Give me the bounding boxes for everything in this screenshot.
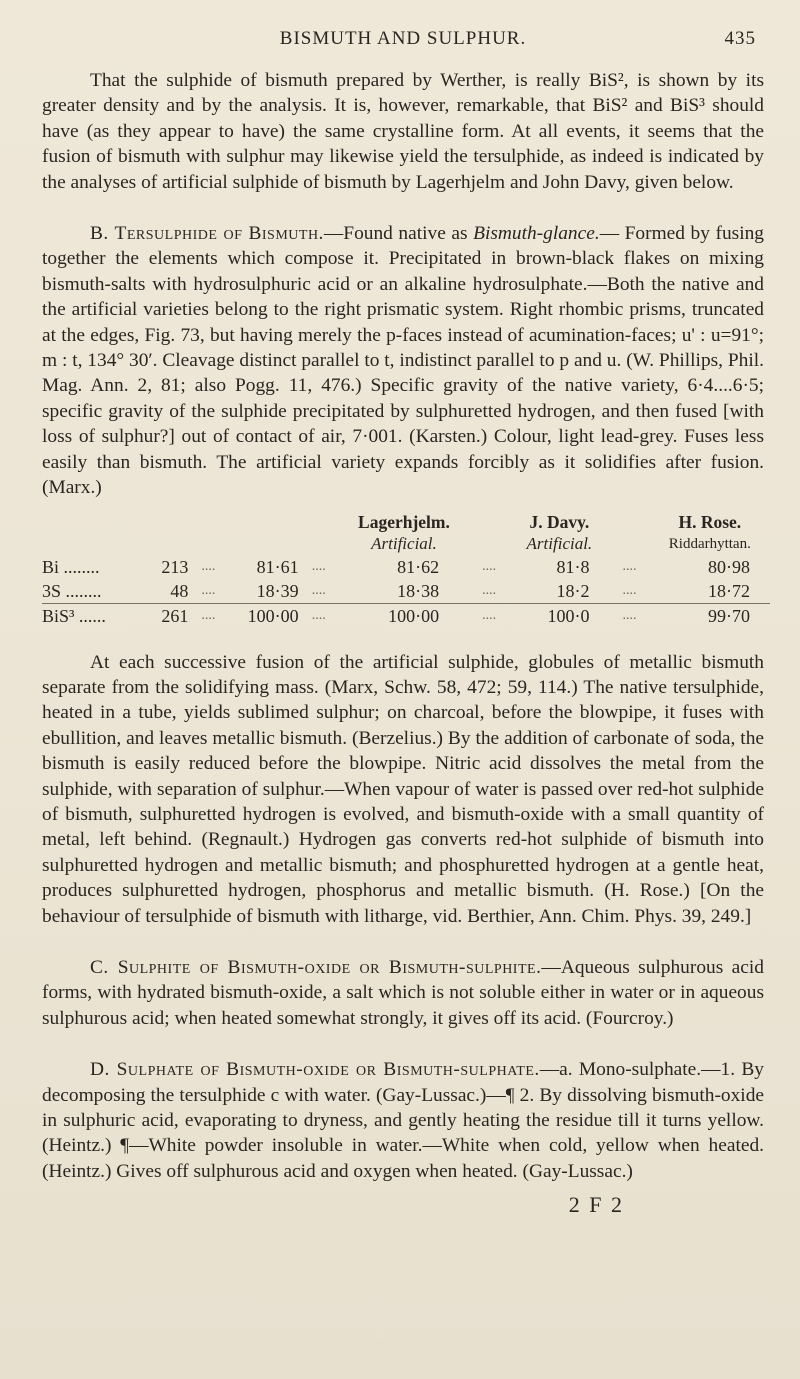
paragraph-sulphite: [42, 955, 764, 1031]
paragraph-sulphate: [42, 1057, 764, 1184]
cell-element: BiS³ ......: [42, 603, 138, 628]
cell-dots: ....: [299, 603, 339, 628]
paragraph-tersulphide: [42, 221, 764, 500]
table-row-total: [42, 603, 770, 628]
section-b-text-2: — Formed by fusing together the elements which compose it. Precipitated in brown-black flakes on mixing bismuth-salts with hydrosulphuric acid or an alkaline hydrosulphate.—Both the native and the artificial varieties belong to the right prismatic system. Right rhombic prisms, truncated at the edges, Fig. 73, but having merely the p-faces instead of acumination-faces; u' : u=91°; m : t, 134° 30′. Cleavage distinct parallel to t, indistinct parallel to p and u. (W. Phillips, Phil. Mag. Ann. 2, 81; also Pogg. 11, 476.) Specific gravity of the native variety, 6·4....6·5; specific gravity of the sulphide precipitated by sulphuretted hydrogen, and then fused [with loss of sulphur?] out of contact of air, 7·001. (Karsten.) Colour, light lead-grey. Fuses less easily than bismuth. The artificial variety expands forcibly as it solidifies after fusion. (Marx.): [42, 223, 764, 499]
cell-rose: 80·98: [708, 556, 750, 577]
page-number: 435: [724, 28, 756, 49]
subheader-lagerhjelm: Artificial.: [371, 533, 437, 553]
header-rose: H. Rose.: [678, 511, 742, 532]
running-head: [42, 28, 764, 68]
subheader-rose: Riddarhyttan.: [668, 535, 751, 552]
cell-dots: ....: [311, 582, 326, 598]
cell-davy: 81·8: [556, 556, 590, 577]
cell-davy: 100·0: [509, 603, 609, 628]
section-c-text: —Aqueous sulphurous acid forms, with hydrated bismuth-oxide, a salt which is not soluble either in water or in aqueous sulphurous acid; when heated somewhat strongly, it gives off its acid. (Fourcroy.): [42, 956, 764, 1029]
cell-davy: 18·2: [556, 580, 590, 601]
cell-equivalent: 213: [161, 556, 189, 577]
cell-element: Bi ........: [42, 556, 100, 577]
cell-calculated: 100·00: [228, 603, 298, 628]
paragraph-fusion: At each successive fusion of the artificial sulphide, globules of metallic bismuth separate from the solidifying mass. (Marx, Schw. 58, 472; 59, 114.) The native tersulphide, heated in a tube, yields sublimed sulphur; on charcoal, before the blowpipe, it fuses with ebullition, and leaves metallic bismuth. (Berzelius.) By the addition of carbonate of soda, the bismuth is easily reduced before the blowpipe. Nitric acid dissolves the metal from the sulphide, with separation of sulphur.—When vapour of water is passed over red-hot sulphide of bismuth, sulphuretted hydrogen is evolved, and bismuth-oxide with a small quantity of metal, left behind. (Regnault.) Hydrogen gas converts red-hot sulphide of bismuth into sulphuretted hydrogen and metallic bismuth; and phosphuretted hydrogen at a gentle heat, produces sulphuretted hydrogen, phosphorus and metallic bismuth. (H. Rose.) [On the behaviour of tersulphide of bismuth with litharge, vid. Berthier, Ann. Chim. Phys. 39, 249.]: [42, 651, 764, 927]
cell-dots: ....: [469, 603, 509, 628]
section-d-text: —a. Mono-sulphate.—1. By decomposing the tersulphide c with water. (Gay-Lussac.)—¶ 2. By dissolving bismuth-oxide in sulphuric acid, evaporating to dryness, and gently heating the residue till it turns yellow. (Heintz.) ¶—White powder insoluble in water.—White when cold, yellow when heated. (Heintz.) Gives off sulphurous acid and oxygen when heated. (Gay-Lussac.): [42, 1059, 764, 1182]
cell-dots: ....: [188, 603, 228, 628]
cell-rose: 99·70: [650, 603, 770, 628]
section-c-heading: C. Sulphite of Bismuth-oxide or Bismuth-sulphite.: [90, 956, 542, 978]
cell-dots: ....: [201, 582, 216, 598]
signature-mark: 2 F 2: [568, 1192, 624, 1218]
header-lagerhjelm: Lagerhjelm.: [358, 511, 450, 532]
section-d-heading: D. Sulphate of Bismuth-oxide or Bismuth-sulphate.: [90, 1059, 540, 1081]
table-subheader-row: [42, 533, 770, 555]
cell-element: 3S ........: [42, 580, 102, 601]
paragraph-intro: That the sulphide of bismuth prepared by Werther, is really BiS², is shown by its greater density and by the analysis. It is, however, remarkable, that BiS² and BiS³ should have (as they appear to have) the same crystalline form. At all events, it seems that the fusion of bismuth with sulphur may likewise yield the tersulphide, as indeed is indicated by the analyses of artificial sulphide of bismuth by Lagerhjelm and John Davy, given below.: [42, 70, 764, 193]
header-davy: J. Davy.: [529, 511, 590, 532]
table-row: [42, 579, 770, 604]
cell-dots: ....: [482, 558, 497, 574]
cell-dots: ....: [201, 558, 216, 574]
cell-dots: ....: [622, 558, 637, 574]
cell-dots: ....: [482, 582, 497, 598]
section-b-heading: B. Tersulphide of Bismuth.: [90, 223, 324, 245]
running-title: BISMUTH AND SULPHUR.: [279, 28, 527, 49]
cell-dots: ....: [311, 558, 326, 574]
cell-dots: ....: [610, 603, 650, 628]
analysis-table: [42, 511, 770, 628]
cell-calculated: 18·39: [256, 580, 299, 601]
section-b-text-1: —Found native as: [323, 223, 474, 245]
cell-rose: 18·72: [708, 580, 750, 601]
cell-lagerhjelm: 81·62: [397, 556, 440, 577]
cell-lagerhjelm: 100·00: [339, 603, 469, 628]
cell-calculated: 81·61: [256, 556, 299, 577]
cell-dots: ....: [622, 582, 637, 598]
cell-equivalent: 261: [138, 603, 188, 628]
table-row: [42, 555, 770, 579]
subheader-davy: Artificial.: [526, 533, 593, 553]
table-header-row: [42, 511, 770, 533]
cell-equivalent: 48: [170, 580, 189, 601]
cell-lagerhjelm: 18·38: [397, 580, 440, 601]
native-name: Bismuth-glance.: [473, 223, 600, 245]
